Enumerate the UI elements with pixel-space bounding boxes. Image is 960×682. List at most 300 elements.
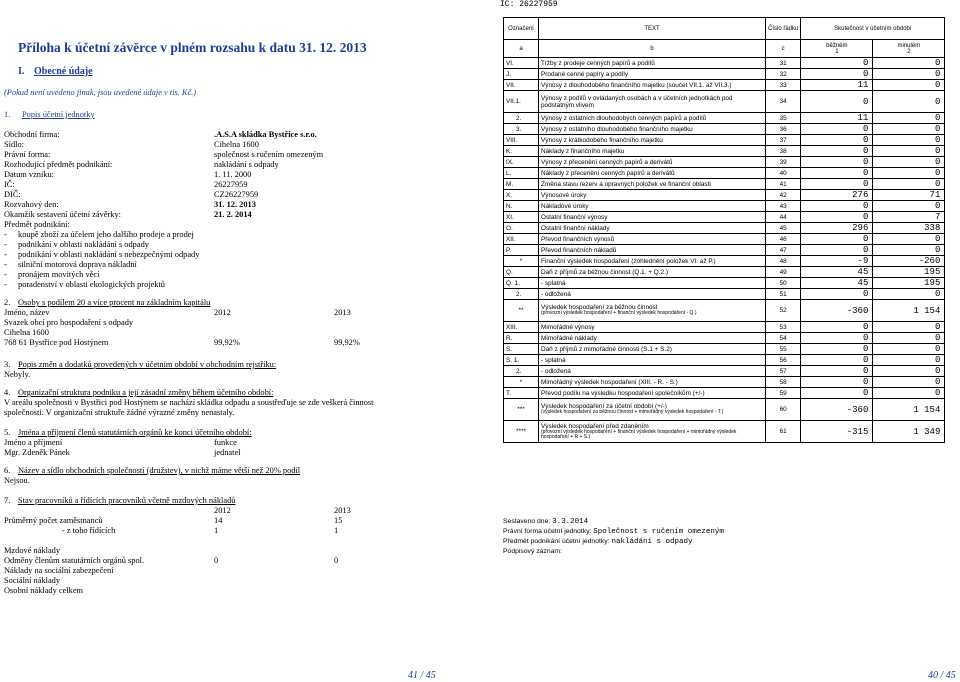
- row-previous: 0: [873, 58, 945, 69]
- row-text-main: Náklady z přecenění cenných papírů a derivátů: [541, 169, 675, 177]
- s7-staff-2013: 15: [334, 516, 343, 525]
- s5-name: Mgr. Zdeněk Pánek: [4, 448, 70, 457]
- s2-city: 768 61 Bystřice pod Hostýnem: [4, 338, 109, 347]
- table-row: [504, 234, 945, 245]
- row-code: J.: [504, 69, 539, 80]
- field-label: Rozhodující předmět podnikání:: [4, 160, 113, 169]
- table-row: [504, 289, 945, 300]
- row-current: 0: [801, 91, 873, 113]
- s7-wages: Mzdové náklady: [4, 546, 61, 555]
- col-minulem-number: 2: [907, 48, 911, 55]
- row-previous: 0: [873, 322, 945, 333]
- col-b: b: [539, 40, 766, 58]
- row-text: [539, 91, 766, 113]
- row-current: 296: [801, 223, 873, 234]
- row-previous: 0: [873, 124, 945, 135]
- row-number: 42: [766, 190, 801, 201]
- row-text: [539, 355, 766, 366]
- row-text: [539, 124, 766, 135]
- predmet-label: Předmět podnikání:: [4, 220, 70, 229]
- row-code: S.: [504, 344, 539, 355]
- row-current: 0: [801, 124, 873, 135]
- row-text: [539, 201, 766, 212]
- row-previous: 0: [873, 245, 945, 256]
- field-label: DIČ:: [4, 190, 21, 199]
- row-text-main: Výnosy z podílů v ovládaných osobách a v účetních jednotkách pod podstatným vlivem: [541, 94, 733, 109]
- col-bezne: [801, 40, 873, 58]
- section-number: I.: [18, 66, 25, 77]
- row-number: 37: [766, 135, 801, 146]
- row-current: -360: [801, 399, 873, 421]
- row-code: T.: [504, 388, 539, 399]
- row-previous: 0: [873, 344, 945, 355]
- predmet-item: pronájem movitých věcí: [18, 270, 100, 279]
- row-text-main: Nákladové úroky: [541, 202, 589, 210]
- col-bezne-number: 1: [835, 48, 839, 55]
- table-row: [504, 135, 945, 146]
- row-current: 0: [801, 344, 873, 355]
- table-row: [504, 267, 945, 278]
- field-value: 21. 2. 2014: [214, 210, 252, 219]
- field-label: Obchodní firma:: [4, 130, 60, 139]
- col-bezne-label: běžném: [826, 42, 848, 49]
- row-text: [539, 388, 766, 399]
- table-row: [504, 212, 945, 223]
- row-current: 0: [801, 179, 873, 190]
- table-row: [504, 245, 945, 256]
- s2-col-2013: 2013: [334, 308, 351, 317]
- row-text-main: Prodané cenné papíry a podíly: [541, 70, 629, 78]
- row-previous: 0: [873, 91, 945, 113]
- table-row: [504, 113, 945, 124]
- row-previous: 0: [873, 289, 945, 300]
- row-current: 0: [801, 322, 873, 333]
- row-text: [539, 421, 766, 443]
- s2-share-2013: 99,92%: [334, 338, 360, 347]
- row-current: 0: [801, 212, 873, 223]
- col-minulem-label: minulém: [897, 42, 921, 49]
- row-previous: 0: [873, 168, 945, 179]
- row-number: 45: [766, 223, 801, 234]
- table-row: [504, 377, 945, 388]
- s5-col-role: funkce: [214, 438, 237, 447]
- row-previous: 0: [873, 113, 945, 124]
- table-row: [504, 322, 945, 333]
- field-value: 26227959: [214, 180, 248, 189]
- s4-number: 4.: [4, 388, 11, 397]
- bullet-dash: -: [4, 250, 7, 259]
- row-previous: 0: [873, 201, 945, 212]
- row-code: K.: [504, 146, 539, 157]
- row-number: 61: [766, 421, 801, 443]
- bullet-dash: -: [4, 260, 7, 269]
- row-number: 49: [766, 267, 801, 278]
- s3-number: 3.: [4, 360, 11, 369]
- table-row: [504, 355, 945, 366]
- row-current: 0: [801, 157, 873, 168]
- row-code: VII.1.: [504, 91, 539, 113]
- row-code: ***: [504, 399, 539, 421]
- table-row: [504, 190, 945, 201]
- s2-title: Osoby s podílem 20 a více procent na základním kapitálu: [18, 298, 211, 307]
- bullet-dash: -: [4, 280, 7, 289]
- row-text-main: Tržby z prodeje cenných papírů a podílů: [541, 59, 655, 67]
- row-text-main: Výsledek hospodaření před zdaněním: [541, 422, 649, 430]
- row-current: 0: [801, 289, 873, 300]
- row-text: [539, 69, 766, 80]
- table-row: [504, 366, 945, 377]
- row-text-main: Změna stavu rezerv a opravných položek ve finanční oblasti: [541, 180, 711, 188]
- row-number: 54: [766, 333, 801, 344]
- units-note: (Pokud není uvedeno jinak, jsou uvedené údaje v tis. Kč.): [4, 88, 197, 97]
- row-code: VII.: [504, 80, 539, 91]
- row-number: 39: [766, 157, 801, 168]
- page-number-right: 40 / 45: [928, 670, 956, 681]
- s7-number: 7.: [4, 496, 11, 505]
- table-row: [504, 421, 945, 443]
- row-text: [539, 300, 766, 322]
- row-text: [539, 344, 766, 355]
- s4-title: Organizační struktura podniku a její zásadní změny během účetního období:: [18, 388, 274, 397]
- field-label: Rozvahový den:: [4, 200, 59, 209]
- table-row: [504, 80, 945, 91]
- row-number: 53: [766, 322, 801, 333]
- row-current: 0: [801, 135, 873, 146]
- s6-title: Název a sídlo obchodních společností (družstev), v nichž máme větší než 20% podíl: [18, 466, 301, 475]
- row-number: 43: [766, 201, 801, 212]
- row-current: 0: [801, 146, 873, 157]
- row-previous: 195: [873, 267, 945, 278]
- bullet-dash: -: [4, 270, 7, 279]
- field-value: .A.S.A skládka Bystřice s.r.o.: [214, 130, 317, 139]
- row-current: 0: [801, 234, 873, 245]
- row-previous: 1 154: [873, 300, 945, 322]
- row-number: 40: [766, 168, 801, 179]
- row-text: [539, 146, 766, 157]
- page-number-left: 41 / 45: [408, 670, 436, 681]
- row-current: 45: [801, 278, 873, 289]
- row-previous: 0: [873, 179, 945, 190]
- row-current: 0: [801, 69, 873, 80]
- subsection-title: Popis účetní jednotky: [22, 110, 95, 119]
- row-code: O.: [504, 223, 539, 234]
- row-code: M.: [504, 179, 539, 190]
- row-number: 47: [766, 245, 801, 256]
- s6-text: Nejsou.: [4, 476, 30, 485]
- compiled-date-label: Sestaveno dne:: [503, 518, 551, 525]
- s5-col-name: Jméno a příjmení: [4, 438, 63, 447]
- s5-role: jednatel: [214, 448, 241, 457]
- row-code: *: [504, 377, 539, 388]
- table-row: [504, 278, 945, 289]
- row-previous: 0: [873, 135, 945, 146]
- table-row: [504, 300, 945, 322]
- row-code: N.: [504, 201, 539, 212]
- field-label: Okamžik sestavení účetní závěrky:: [4, 210, 121, 219]
- row-text: [539, 190, 766, 201]
- row-number: 38: [766, 146, 801, 157]
- row-text: [539, 399, 766, 421]
- row-previous: 0: [873, 80, 945, 91]
- row-text-note: (provozní výsledek hospodaření + finanční výsledek hospodaření - Q.): [541, 310, 697, 317]
- row-text-main: Mimořádné náklady: [541, 334, 597, 342]
- col-cislo: Číslo řádku: [766, 18, 801, 40]
- row-text-main: Mimořádný výsledek hospodaření (XIII. - R. - S.): [541, 378, 678, 386]
- row-text: [539, 58, 766, 69]
- row-text: [539, 377, 766, 388]
- table-row: [504, 69, 945, 80]
- row-previous: 71: [873, 190, 945, 201]
- row-number: 59: [766, 388, 801, 399]
- predmet-item: koupě zboží za účelem jeho dalšího prodeje a prodej: [18, 230, 194, 239]
- row-text-main: Náklady z finančního majetku: [541, 147, 625, 155]
- business-subject-value: nakládání s odpady: [611, 538, 693, 546]
- row-current: 0: [801, 366, 873, 377]
- row-previous: 7: [873, 212, 945, 223]
- row-code: L.: [504, 168, 539, 179]
- field-label: IČ:: [4, 180, 15, 189]
- row-text: [539, 157, 766, 168]
- row-text: [539, 80, 766, 91]
- row-text-main: Výnosy z ostatních dlouhodobých cenných papírů a podílů: [541, 114, 707, 122]
- row-number: 35: [766, 113, 801, 124]
- row-text: [539, 223, 766, 234]
- s2-col-2012: 2012: [214, 308, 231, 317]
- field-value: 31. 12. 2013: [214, 200, 256, 209]
- section-title: Obecné údaje: [34, 66, 93, 77]
- row-previous: 0: [873, 366, 945, 377]
- business-subject-label: Předmět podnikání účetní jednotky:: [503, 538, 610, 545]
- row-text-main: Výsledek hospodaření za účetní období (+/-): [541, 403, 667, 411]
- s4-text1: V areálu společnosti v Bystřici pod Hostýnem se nachází skládka odpadu a soustřeďuje se zde veškerá činnost: [4, 398, 374, 407]
- row-code: X.: [504, 190, 539, 201]
- signature-label: Podpisový záznam:: [503, 548, 562, 555]
- field-value: společnost s ručením omezeným: [214, 150, 324, 159]
- compiled-date-value: 3.3.2014: [552, 518, 589, 526]
- right-page: [480, 0, 960, 682]
- row-number: 31: [766, 58, 801, 69]
- row-code: P.: [504, 245, 539, 256]
- table-row: [504, 201, 945, 212]
- table-row: [504, 256, 945, 267]
- row-text-main: Převod finančních nákladů: [541, 246, 617, 254]
- row-text: [539, 289, 766, 300]
- row-code: ****: [504, 421, 539, 443]
- table-row: [504, 157, 945, 168]
- row-current: -9: [801, 256, 873, 267]
- row-previous: 0: [873, 355, 945, 366]
- table-row: [504, 124, 945, 135]
- row-previous: 1 349: [873, 421, 945, 443]
- row-current: 45: [801, 267, 873, 278]
- row-text: [539, 135, 766, 146]
- s6-number: 6.: [4, 466, 11, 475]
- s7-social-costs: Sociální náklady: [4, 576, 61, 585]
- s3-title: Popis změn a dodatků provedených v účetním období v obchodním rejstříku:: [18, 360, 277, 369]
- row-code: XIII.: [504, 322, 539, 333]
- bullet-dash: -: [4, 230, 7, 239]
- row-current: 11: [801, 80, 873, 91]
- subsection-number: 1.: [4, 110, 11, 119]
- ico-header: IČ: 26227959: [500, 0, 558, 9]
- row-code: 3.: [504, 124, 539, 135]
- row-previous: 0: [873, 377, 945, 388]
- row-text-main: Ostatní finanční výnosy: [541, 213, 608, 221]
- row-number: 48: [766, 256, 801, 267]
- s5-number: 5.: [4, 428, 11, 437]
- row-previous: 195: [873, 278, 945, 289]
- row-previous: 0: [873, 388, 945, 399]
- legal-form-value: Společnost s ručením omezeným: [593, 528, 724, 536]
- row-text-main: - odložená: [541, 367, 571, 375]
- field-value: 1. 11. 2000: [214, 170, 252, 179]
- table-row: [504, 388, 945, 399]
- row-text-main: Daň z příjmů za běžnou činnost (Q.1. + Q.2.): [541, 268, 668, 276]
- row-text-main: Finanční výsledek hospodaření (zohlednění položek VI. až P.): [541, 257, 716, 265]
- row-previous: 0: [873, 69, 945, 80]
- row-current: 0: [801, 333, 873, 344]
- s4-text2: společnosti. V organizační struktuře žádné výrazné změny nenastaly.: [4, 408, 235, 417]
- s5-title: Jména a příjmení členů statutárních orgánů ke konci účetního období:: [18, 428, 252, 437]
- row-text-main: Výnosy z dlouhodobého finančního majetku (součet VII.1. až VII.3.): [541, 81, 732, 89]
- row-text-main: Výnosové úroky: [541, 191, 587, 199]
- table-row: [504, 179, 945, 190]
- row-code: **: [504, 300, 539, 322]
- row-previous: 338: [873, 223, 945, 234]
- row-text-main: Převod finančních výnosů: [541, 235, 615, 243]
- col-oznaceni: Označení: [504, 18, 539, 40]
- predmet-item: poradenství v oblasti ekologických projektů: [18, 280, 165, 289]
- s7-board-pay-2012: 0: [214, 556, 219, 565]
- table-row: [504, 146, 945, 157]
- row-text: [539, 234, 766, 245]
- row-text-main: Výnosy z krátkodobého finančního majetku: [541, 136, 663, 144]
- predmet-item: podnikání v oblasti nakládání s nebezpečnými odpady: [18, 250, 200, 259]
- row-code: XII.: [504, 234, 539, 245]
- row-number: 44: [766, 212, 801, 223]
- row-code: IX.: [504, 157, 539, 168]
- row-text: [539, 245, 766, 256]
- row-text: [539, 113, 766, 124]
- row-previous: 0: [873, 333, 945, 344]
- row-code: XI.: [504, 212, 539, 223]
- s7-personnel-total: Osobní náklady celkem: [4, 586, 84, 595]
- row-current: 0: [801, 355, 873, 366]
- field-value: CZ26227959: [214, 190, 259, 199]
- row-current: 11: [801, 113, 873, 124]
- row-text-main: - splatná: [541, 356, 566, 364]
- legal-form: [503, 528, 724, 536]
- table-row: [504, 399, 945, 421]
- row-text-main: Daň z příjmů z mimořádné činnosti (S.1 + S.2): [541, 345, 672, 353]
- table-row: [504, 223, 945, 234]
- row-code: 2.: [504, 113, 539, 124]
- row-number: 41: [766, 179, 801, 190]
- legal-form-label: Právní forma účetní jednotky:: [503, 528, 592, 535]
- row-text-note: (provozní výsledek hospodaření + finanční výsledek hospodaření + mimořádný výsledek hospodaření + R + S.): [541, 428, 737, 440]
- row-code: Q. 1.: [504, 278, 539, 289]
- row-number: 36: [766, 124, 801, 135]
- row-previous: 1 154: [873, 399, 945, 421]
- income-statement-table: [503, 17, 945, 443]
- business-subject: [503, 538, 692, 546]
- s2-col-name: Jméno, název: [4, 308, 50, 317]
- table-row: [504, 58, 945, 69]
- row-text-main: Výnosy z přecenění cenných papírů a derivátů: [541, 158, 673, 166]
- compiled-date: [503, 518, 588, 526]
- row-code: *: [504, 256, 539, 267]
- row-code: 2.: [504, 366, 539, 377]
- row-previous: -260: [873, 256, 945, 267]
- row-previous: 0: [873, 234, 945, 245]
- s7-staff-label: Průměrný počet zaměstnanců: [4, 516, 103, 525]
- s7-board-pay-2013: 0: [334, 556, 339, 565]
- s7-managers-label: - z toho řídících: [62, 526, 116, 535]
- row-current: 0: [801, 168, 873, 179]
- table-row: [504, 91, 945, 113]
- table-row: [504, 333, 945, 344]
- bullet-dash: -: [4, 240, 7, 249]
- row-text-main: Mimořádné výnosy: [541, 323, 595, 331]
- s2-number: 2.: [4, 298, 11, 307]
- row-code: VI.: [504, 58, 539, 69]
- s7-title: Stav pracovníků a řídících pracovníků včetně mzdových nákladů: [18, 496, 236, 505]
- row-text: [539, 256, 766, 267]
- col-minulem: [873, 40, 945, 58]
- row-previous: 0: [873, 157, 945, 168]
- row-code: S. 1.: [504, 355, 539, 366]
- table-row: [504, 344, 945, 355]
- row-text-main: Výnosy z ostatního dlouhodobého finančního majetku: [541, 125, 693, 133]
- row-number: 57: [766, 366, 801, 377]
- s7-managers-2012: 1: [214, 526, 219, 535]
- s7-board-pay: Odměny členům statutárních orgánů spol.: [4, 556, 145, 565]
- row-text-main: Převod podílu na výsledku hospodaření společníkům (+/-): [541, 389, 705, 397]
- row-text: [539, 267, 766, 278]
- row-text: [539, 333, 766, 344]
- col-skutecnost: Skutečnost v účetním období: [801, 18, 945, 40]
- table-row: [504, 168, 945, 179]
- row-text-main: - odložená: [541, 290, 571, 298]
- row-current: 0: [801, 201, 873, 212]
- col-c: c: [766, 40, 801, 58]
- row-code: Q.: [504, 267, 539, 278]
- col-a: a: [504, 40, 539, 58]
- s7-social-security: Náklady na sociální zabezpečení: [4, 566, 114, 575]
- row-number: 58: [766, 377, 801, 388]
- row-text: [539, 212, 766, 223]
- row-text: [539, 168, 766, 179]
- col-text: TEXT: [539, 18, 766, 40]
- field-value: nakládání s odpady: [214, 160, 279, 169]
- field-value: Cihelna 1600: [214, 140, 259, 149]
- document-title: Příloha k účetní závěrce v plném rozsahu k datu 31. 12. 2013: [18, 40, 367, 55]
- field-label: Sídlo:: [4, 140, 25, 149]
- row-text-main: Ostatní finanční náklady: [541, 224, 610, 232]
- row-number: 60: [766, 399, 801, 421]
- s3-text: Nebyly.: [4, 370, 31, 379]
- row-number: 46: [766, 234, 801, 245]
- row-number: 50: [766, 278, 801, 289]
- row-current: 276: [801, 190, 873, 201]
- row-current: -360: [801, 300, 873, 322]
- s7-col-2013: 2013: [334, 506, 351, 515]
- row-text-note: (výsledek hospodaření za běžnou činnost + mimořádný výsledek hospodaření - T.): [541, 409, 724, 416]
- predmet-item: silniční motorová doprava nákladní: [18, 260, 137, 269]
- s2-share-2012: 99,92%: [214, 338, 240, 347]
- row-code: VIII.: [504, 135, 539, 146]
- s7-col-2012: 2012: [214, 506, 231, 515]
